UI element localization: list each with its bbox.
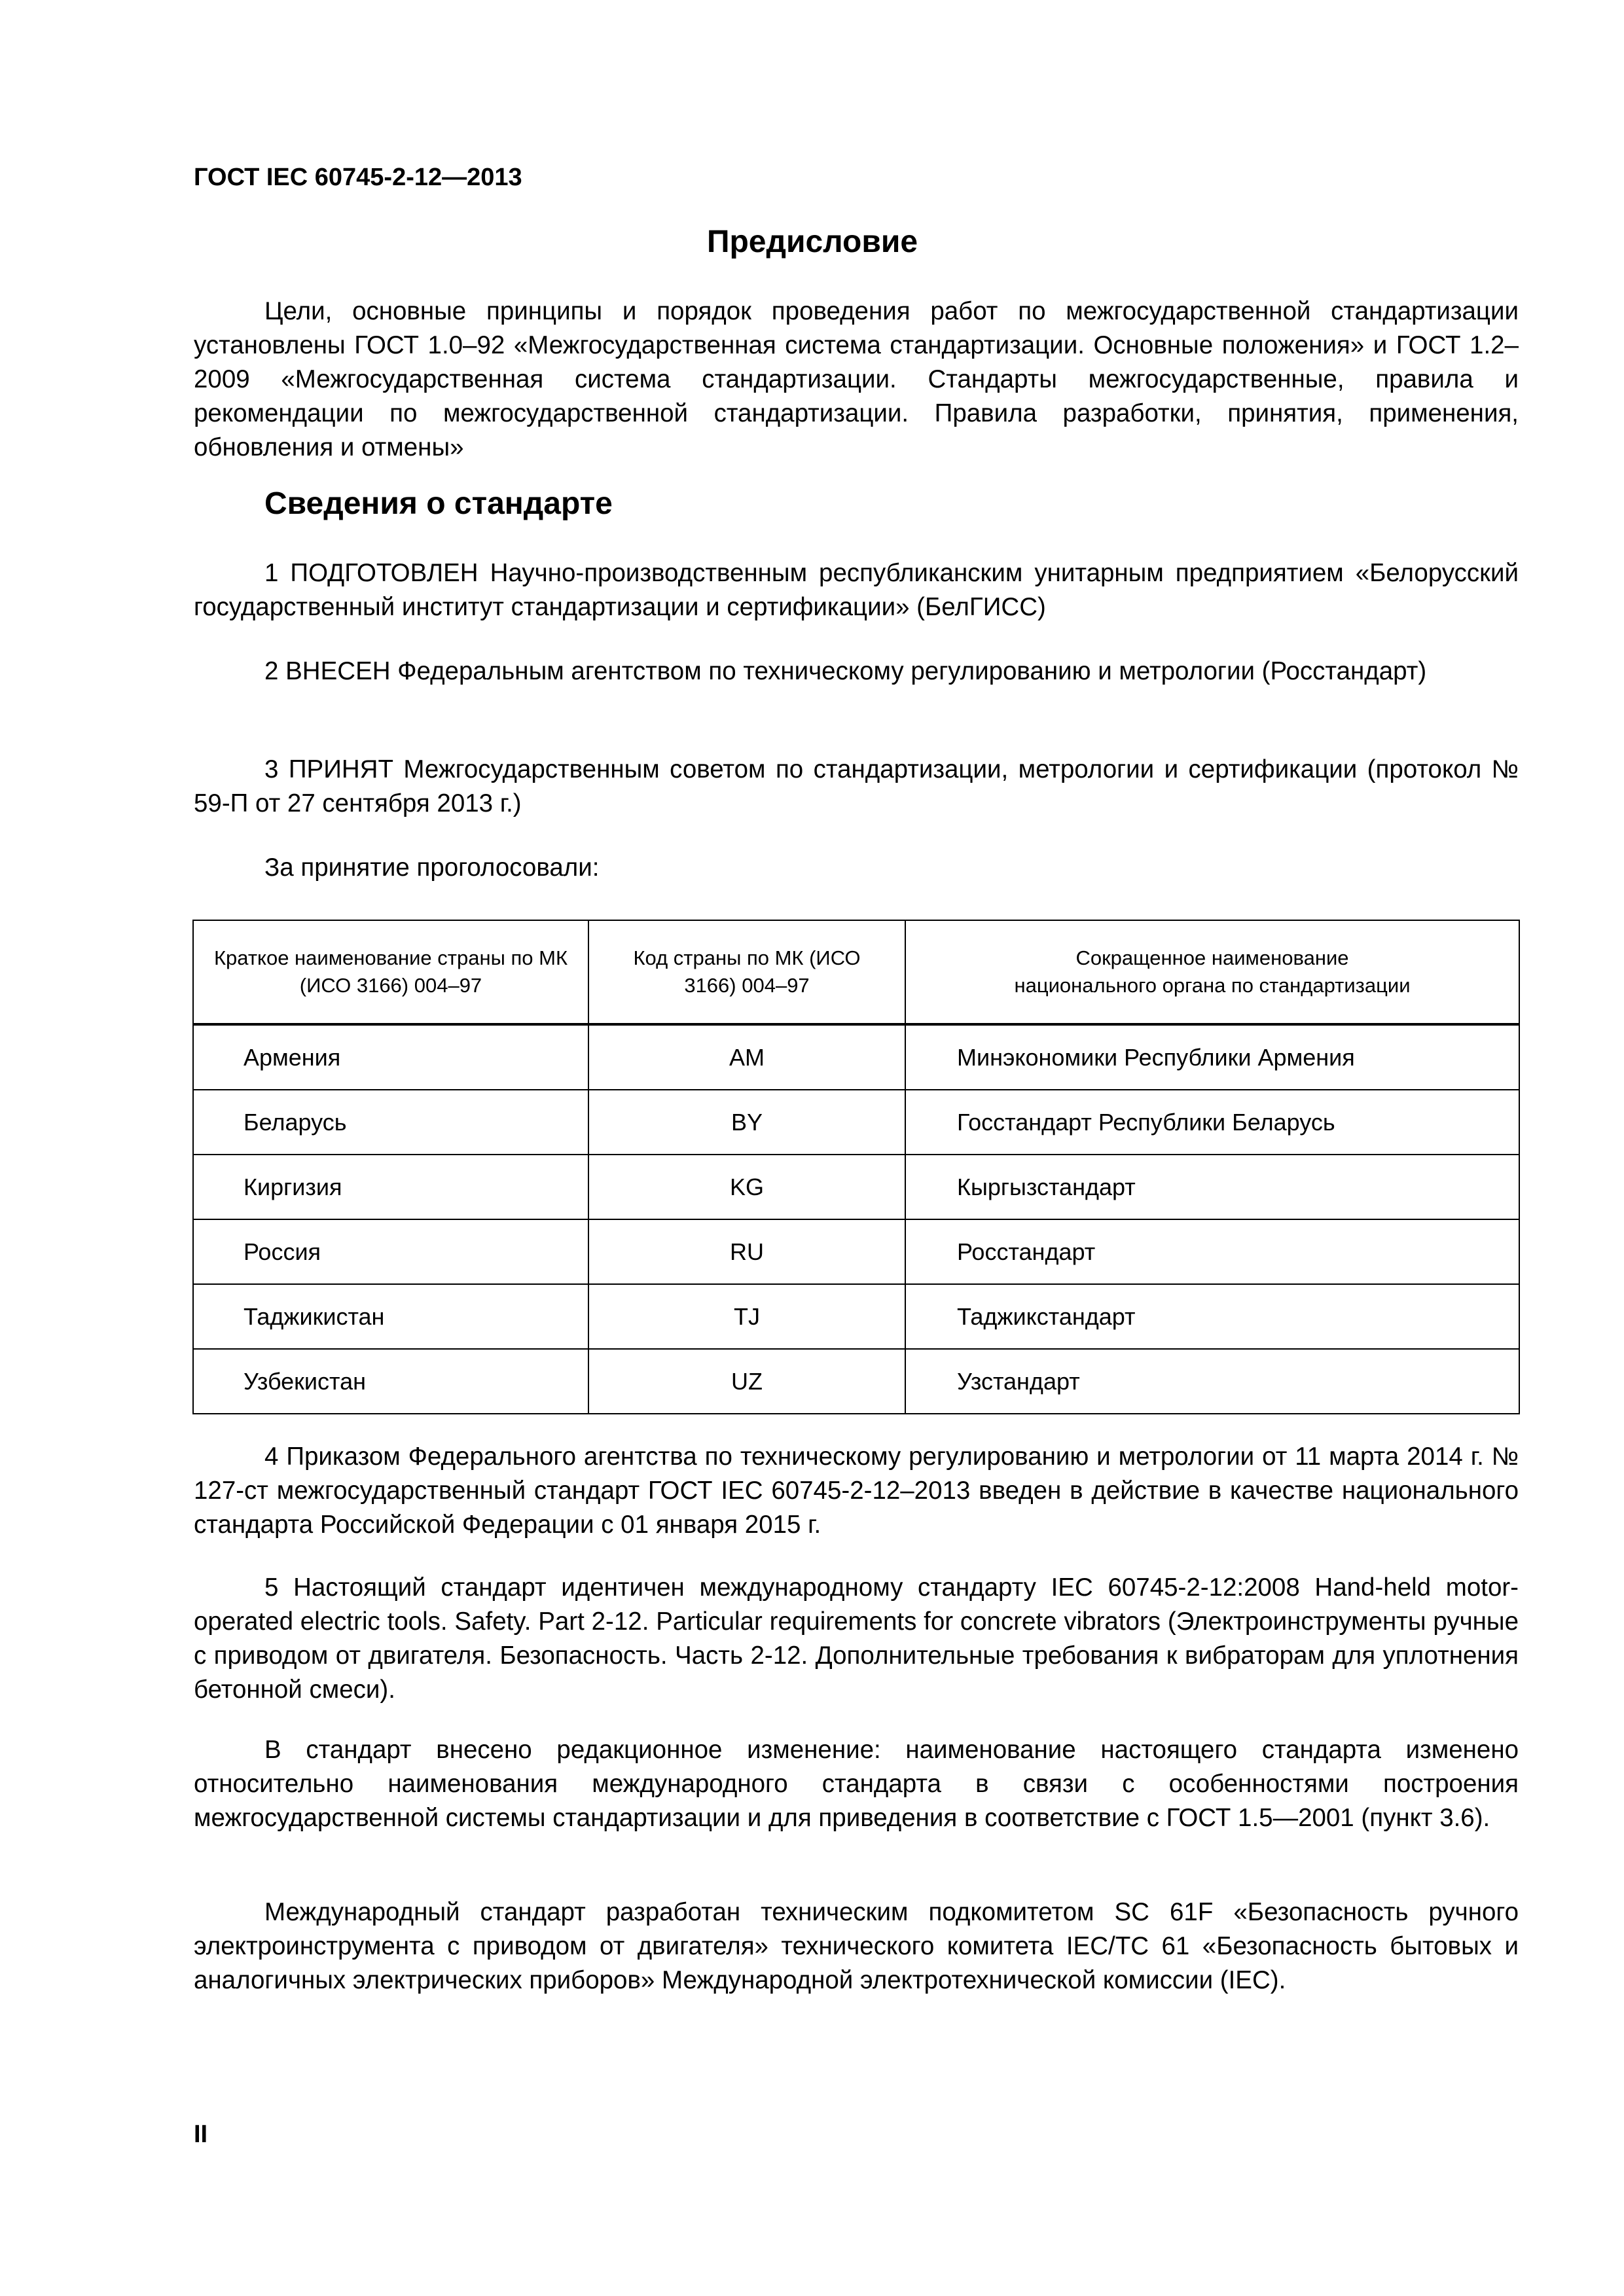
header-country-name: Краткое наименование страны по МК (ИСО 3166) 004–97 (193, 920, 588, 1024)
table-row (193, 1155, 1519, 1219)
cell-country: Беларусь (193, 1090, 588, 1155)
info-item-4: 4 Приказом Федерального агентства по техническому регулированию и метрологии от 11 марта 2014 г. № 127-ст межгосударственный стандарт ГОСТ IEC 60745-2-12–2013 введен в действие в качестве национального стандарта Российской Федерации с 01 января 2015 г. (194, 1443, 1519, 1539)
cell-country: Киргизия (193, 1155, 588, 1219)
cell-country: Армения (193, 1024, 588, 1090)
header-national-body: Сокращенное наименование национального органа по стандартизации (905, 920, 1519, 1024)
voted-label: За принятие проголосовали: (264, 853, 600, 882)
cell-national-body: Кыргызстандарт (905, 1155, 1519, 1219)
preface-title: Предисловие (706, 224, 918, 259)
cell-country: Узбекистан (193, 1349, 588, 1414)
cell-national-body: Узстандарт (905, 1349, 1519, 1414)
cell-country: Россия (193, 1219, 588, 1284)
developer-paragraph: Международный стандарт разработан техническим подкомитетом SC 61F «Безопасность ручного электроинструмента с приводом от двигателя» технического комитета IEC/TC 61 «Безопасность бытовых и аналогичных электрических приборов» Международной электротехнической комиссии (IEC). (194, 1898, 1519, 1994)
page-number: II (194, 2121, 208, 2148)
cell-code: KG (588, 1155, 905, 1219)
cell-code: UZ (588, 1349, 905, 1414)
info-item-1: 1 ПОДГОТОВЛЕН Научно-производственным республиканским унитарным предприятием «Белорусский государственный институт стандартизации и сертификации» (БелГИСС) (194, 559, 1519, 621)
cell-code: BY (588, 1090, 905, 1155)
page-header: ГОСТ IEC 60745-2-12—2013 (194, 164, 522, 191)
standard-info-title: Сведения о стандарте (264, 486, 613, 521)
table-row (193, 1090, 1519, 1155)
cell-code: TJ (588, 1284, 905, 1349)
table-row (193, 1349, 1519, 1414)
table-row (193, 1219, 1519, 1284)
cell-code: RU (588, 1219, 905, 1284)
editorial-change-paragraph: В стандарт внесено редакционное изменение: наименование настоящего стандарта изменено относительно наименования международного стандарта в связи с особенностями построения межгосударственной системы стандартизации и для приведения в соответствие с ГОСТ 1.5—2001 (пункт 3.6). (194, 1736, 1519, 1832)
cell-national-body: Таджикстандарт (905, 1284, 1519, 1349)
table-row (193, 1284, 1519, 1349)
info-item-2: 2 ВНЕСЕН Федеральным агентством по техническому регулированию и метрологии (Росстандарт) (264, 657, 1427, 685)
table-header-row (193, 920, 1519, 1024)
header-country-code: Код страны по МК (ИСО 3166) 004–97 (588, 920, 905, 1024)
cell-country: Таджикистан (193, 1284, 588, 1349)
info-item-3: 3 ПРИНЯТ Межгосударственным советом по стандартизации, метрологии и сертификации (протокол № 59-П от 27 сентября 2013 г.) (194, 755, 1519, 817)
preface-paragraph: Цели, основные принципы и порядок проведения работ по межгосударственной стандартизации установлены ГОСТ 1.0–92 «Межгосударственная система стандартизации. Основные положения» и ГОСТ 1.2–2009 «Межгосударственная система стандартизации. Стандарты межгосударственные, правила и рекомендации по межгосударственной стандартизации. Правила разработки, принятия, применения, обновления и отмены» (194, 297, 1519, 461)
cell-code: AM (588, 1024, 905, 1090)
cell-national-body: Минэкономики Республики Армения (905, 1024, 1519, 1090)
cell-national-body: Госстандарт Республики Беларусь (905, 1090, 1519, 1155)
info-item-5: 5 Настоящий стандарт идентичен международному стандарту IEC 60745-2-12:2008 Hand-held motor-operated electric tools. Safety. Part 2-12. Particular requirements for concrete vibrators (Электроинструменты ручные с приводом от двигателя. Безопасность. Часть 2-12. Дополнительные требования к вибраторам для уплотнения бетонной смеси). (194, 1573, 1519, 1704)
table-row (193, 1024, 1519, 1090)
cell-national-body: Росстандарт (905, 1219, 1519, 1284)
voting-states-table (192, 920, 1520, 1414)
